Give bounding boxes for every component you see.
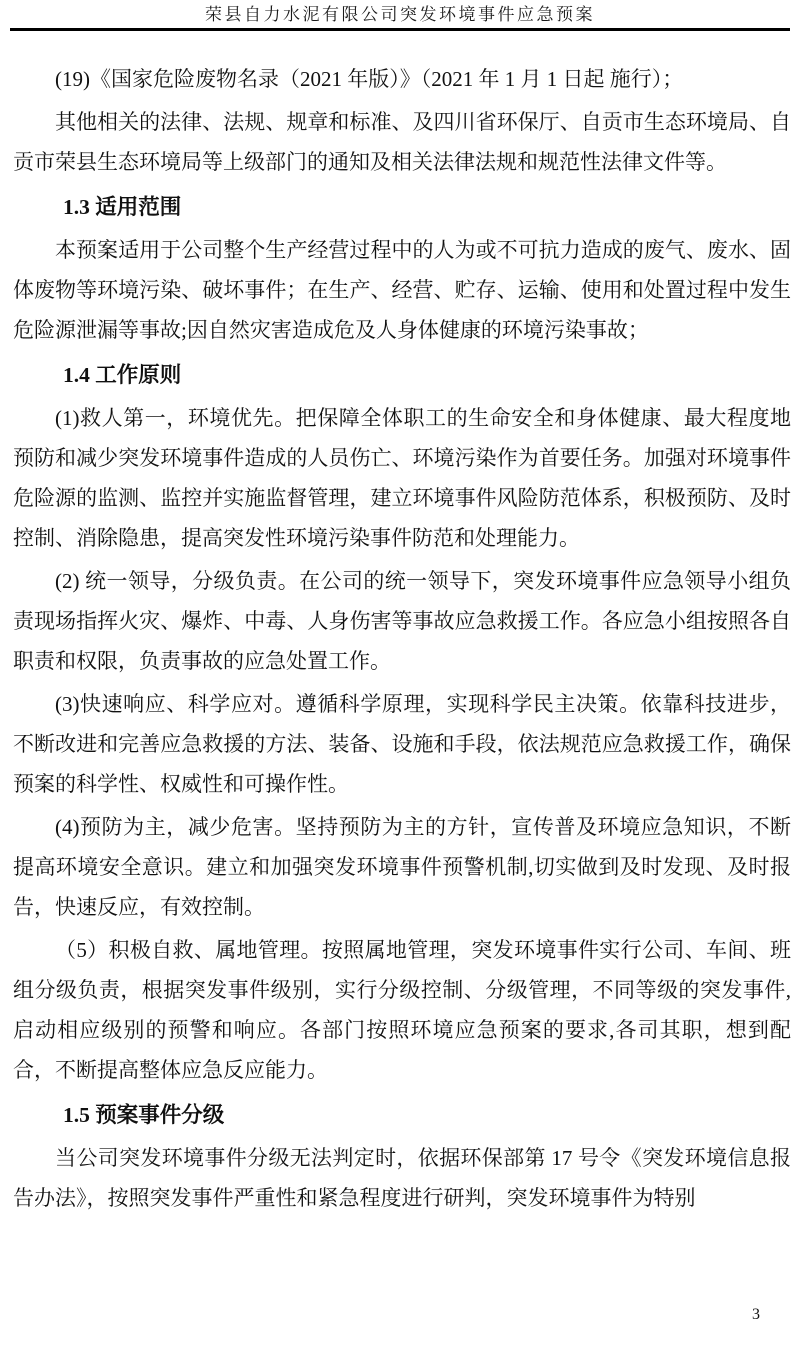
paragraph-event-grading-intro: 当公司突发环境事件分级无法判定时，依据环保部第 17 号令《突发环境信息报告办法》，按照突发事件严重性和紧急程度进行研判，突发环境事件为特别 [13,1146,791,1210]
page-number: 3 [752,1306,760,1323]
header-title: 荣县自力水泥有限公司突发环境事件应急预案 [205,5,595,24]
paragraph-related-laws: 其他相关的法律、法规、规章和标准、及四川省环保厅、自贡市生态环境局、自贡市荣县生态环境局等上级部门的通知及相关法律法规和规范性法律文件等。 [13,110,791,174]
paragraph-principle-4: (4)预防为主，减少危害。坚持预防为主的方针，宣传普及环境应急知识，不断提高环境安全意识。建立和加强突发环境事件预警机制,切实做到及时发现、及时报告，快速反应，有效控制。 [13,815,791,919]
page-header [0,0,800,31]
paragraph-principle-2: (2) 统一领导，分级负责。在公司的统一领导下，突发环境事件应急领导小组负责现场指挥火灾、爆炸、中毒、人身伤害等事故应急救援工作。各应急小组按照各自职责和权限，负责事故的应急处置工作。 [13,569,791,673]
paragraph-principle-3: (3)快速响应、科学应对。遵循科学原理，实现科学民主决策。依靠科技进步，不断改进和完善应急救援的方法、装备、设施和手段，依法规范应急救援工作，确保预案的科学性、权威性和可操作性。 [13,692,791,796]
document-body [0,31,800,1218]
page-footer [752,1305,760,1325]
paragraph-principle-1: (1)救人第一，环境优先。把保障全体职工的生命安全和身体健康、最大程度地预防和减少突发环境事件造成的人员伤亡、环境污染作为首要任务。加强对环境事件危险源的监测、监控并实施监督管理，建立环境事件风险防范体系，积极预防、及时控制、消除隐患，提高突发性环境污染事件防范和处理能力。 [13,406,791,550]
paragraph-scope: 本预案适用于公司整个生产经营过程中的人为或不可抗力造成的废气、废水、固体废物等环境污染、破坏事件；在生产、经营、贮存、运输、使用和处置过程中发生危险源泄漏等事故;因自然灾害造成危及人身体健康的环境污染事故； [13,238,791,342]
heading-1-5-event-grading: 1.5 预案事件分级 [63,1103,225,1127]
heading-1-3-scope: 1.3 适用范围 [63,195,182,219]
paragraph-principle-5: （5）积极自救、属地管理。按照属地管理，突发环境事件实行公司、车间、班组分级负责，根据突发事件级别，实行分级控制、分级管理，不同等级的突发事件,启动相应级别的预警和响应。各部门按照环境应急预案的要求,各司其职，想到配合，不断提高整体应急反应能力。 [13,938,791,1082]
heading-1-4-principles: 1.4 工作原则 [63,363,182,387]
paragraph-law-item-19: (19)《国家危险废物名录（2021 年版）》（2021 年 1 月 1 日起 施行）； [55,67,684,91]
